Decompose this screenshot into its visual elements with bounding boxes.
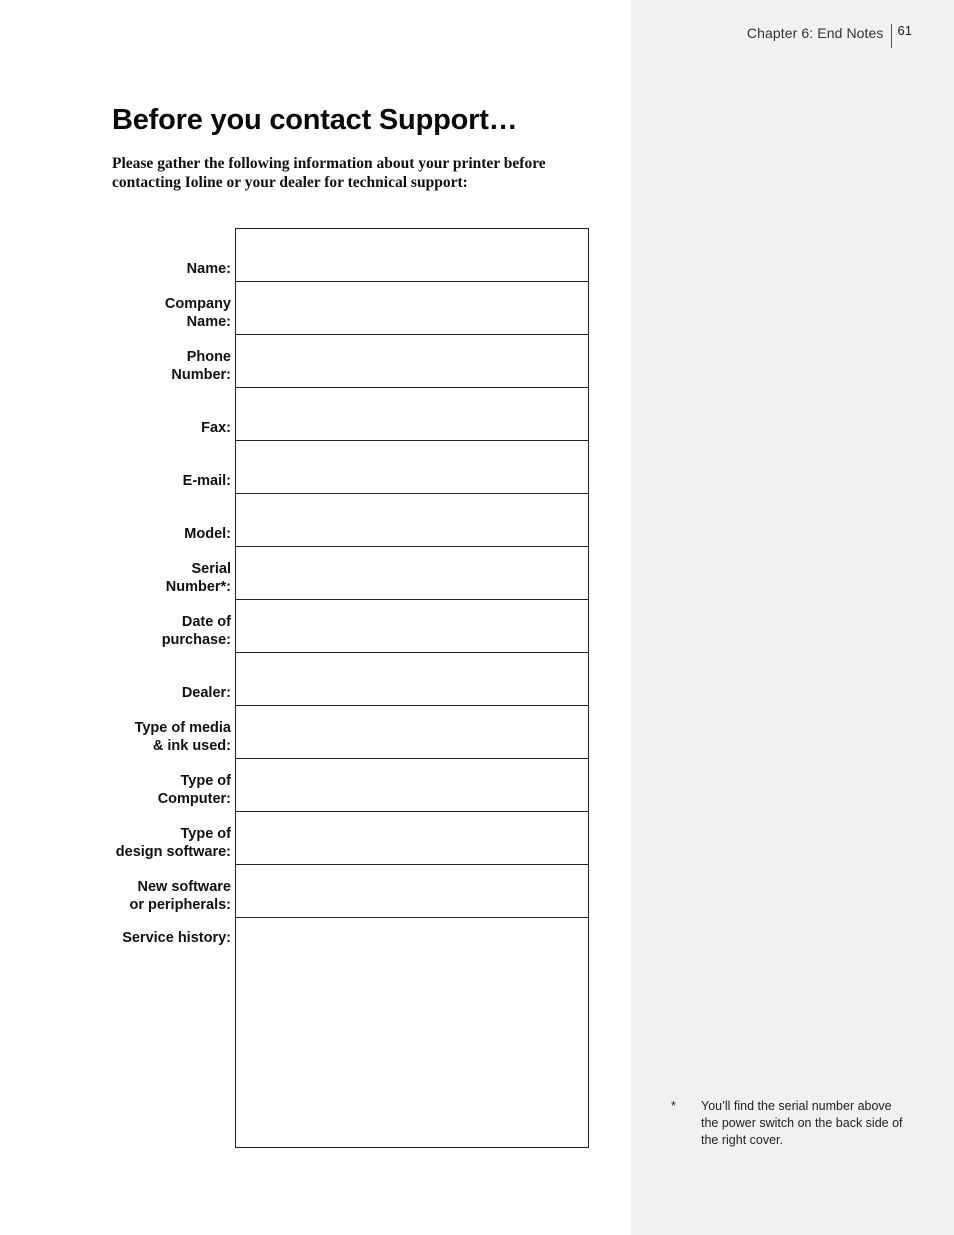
name-field[interactable]	[235, 228, 589, 281]
page-number: 61	[897, 23, 912, 38]
design-software-field[interactable]	[235, 811, 589, 864]
email-field[interactable]	[235, 440, 589, 493]
company-name-field[interactable]	[235, 281, 589, 334]
computer-type-field[interactable]	[235, 758, 589, 811]
field-label: Phone Number:	[171, 349, 231, 383]
form-row-email	[112, 440, 589, 493]
form-row-design-software	[112, 811, 589, 864]
form-row-model	[112, 493, 589, 546]
field-label: Company Name:	[164, 296, 231, 330]
model-field[interactable]	[235, 493, 589, 546]
new-software-field[interactable]	[235, 864, 589, 917]
form-row-media-ink	[112, 705, 589, 758]
form-row-company-name	[112, 281, 589, 334]
date-of-purchase-field[interactable]	[235, 599, 589, 652]
field-label: E-mail:	[182, 473, 231, 489]
field-label: Model:	[184, 526, 231, 542]
form-row-date-of-purchase	[112, 599, 589, 652]
footnote	[671, 1098, 911, 1149]
field-label: Serial Number*:	[165, 561, 231, 595]
support-info-form	[112, 228, 589, 1148]
form-row-phone-number	[112, 334, 589, 387]
phone-number-field[interactable]	[235, 334, 589, 387]
form-row-computer-type	[112, 758, 589, 811]
service-history-field[interactable]	[235, 917, 589, 1148]
intro-paragraph: Please gather the following information about your printer before contacting Ioline or your dealer for technical support:	[112, 155, 546, 191]
field-label: New software or peripherals:	[129, 879, 231, 913]
footnote-mark: *	[671, 1099, 676, 1113]
dealer-field[interactable]	[235, 652, 589, 705]
fax-field[interactable]	[235, 387, 589, 440]
footnote-text: You’ll find the serial number above the power switch on the back side of the right cover.	[701, 1099, 903, 1147]
field-label: Date of purchase:	[161, 614, 231, 648]
field-label: Dealer:	[181, 685, 231, 701]
form-row-new-software	[112, 864, 589, 917]
field-label: Name:	[186, 261, 231, 277]
field-label: Type of design software:	[115, 826, 231, 860]
page-title: Before you contact Support…	[112, 104, 518, 136]
field-label: Fax:	[201, 420, 231, 436]
field-label: Type of Computer:	[157, 773, 231, 807]
media-ink-field[interactable]	[235, 705, 589, 758]
form-row-dealer	[112, 652, 589, 705]
form-row-service-history	[112, 917, 589, 1148]
page-header	[747, 23, 912, 48]
header-divider	[891, 24, 892, 48]
margin-sidebar	[631, 0, 954, 1235]
form-row-serial-number	[112, 546, 589, 599]
chapter-title: Chapter 6: End Notes	[746, 25, 884, 41]
form-row-fax	[112, 387, 589, 440]
form-row-name	[112, 228, 589, 281]
serial-number-field[interactable]	[235, 546, 589, 599]
field-label: Type of media & ink used:	[134, 720, 231, 754]
field-label: Service history:	[122, 930, 231, 946]
